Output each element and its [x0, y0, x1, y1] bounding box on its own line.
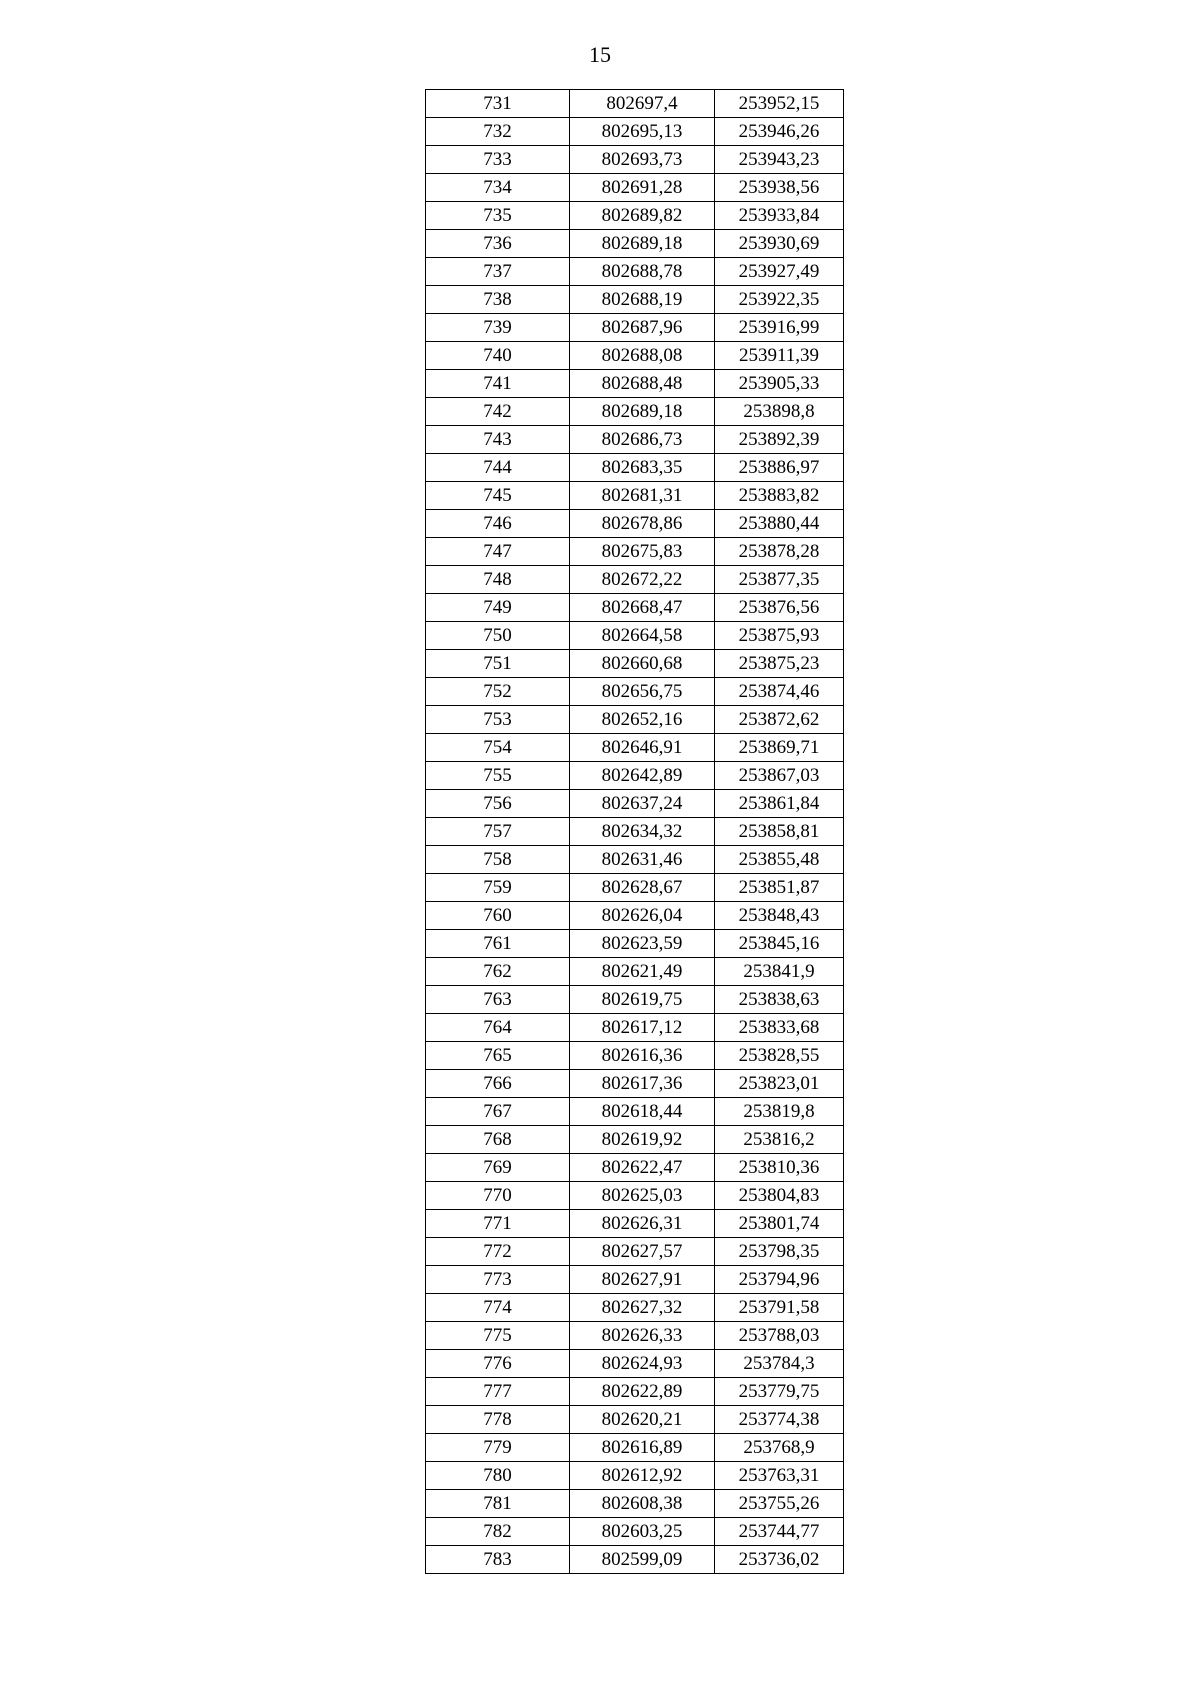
y-coordinate-cell: 253930,69 — [715, 230, 844, 258]
table-row — [426, 902, 844, 930]
point-number-cell: 776 — [426, 1350, 570, 1378]
point-number-cell: 748 — [426, 566, 570, 594]
x-coordinate-cell: 802617,12 — [570, 1014, 715, 1042]
y-coordinate-cell: 253898,8 — [715, 398, 844, 426]
x-coordinate-cell: 802631,46 — [570, 846, 715, 874]
y-coordinate-cell: 253845,16 — [715, 930, 844, 958]
table-row — [426, 1070, 844, 1098]
x-coordinate-cell: 802616,36 — [570, 1042, 715, 1070]
x-coordinate-cell: 802668,47 — [570, 594, 715, 622]
point-number-cell: 768 — [426, 1126, 570, 1154]
y-coordinate-cell: 253861,84 — [715, 790, 844, 818]
x-coordinate-cell: 802688,08 — [570, 342, 715, 370]
point-number-cell: 734 — [426, 174, 570, 202]
point-number-cell: 762 — [426, 958, 570, 986]
table-row — [426, 258, 844, 286]
x-coordinate-cell: 802656,75 — [570, 678, 715, 706]
point-number-cell: 783 — [426, 1546, 570, 1574]
x-coordinate-cell: 802689,18 — [570, 398, 715, 426]
table-row — [426, 734, 844, 762]
point-number-cell: 739 — [426, 314, 570, 342]
point-number-cell: 759 — [426, 874, 570, 902]
y-coordinate-cell: 253819,8 — [715, 1098, 844, 1126]
y-coordinate-cell: 253874,46 — [715, 678, 844, 706]
x-coordinate-cell: 802689,18 — [570, 230, 715, 258]
x-coordinate-cell: 802628,67 — [570, 874, 715, 902]
point-number-cell: 738 — [426, 286, 570, 314]
y-coordinate-cell: 253823,01 — [715, 1070, 844, 1098]
y-coordinate-cell: 253841,9 — [715, 958, 844, 986]
point-number-cell: 764 — [426, 1014, 570, 1042]
table-row — [426, 986, 844, 1014]
x-coordinate-cell: 802603,25 — [570, 1518, 715, 1546]
point-number-cell: 752 — [426, 678, 570, 706]
table-row — [426, 1210, 844, 1238]
x-coordinate-cell: 802626,04 — [570, 902, 715, 930]
y-coordinate-cell: 253794,96 — [715, 1266, 844, 1294]
table-row — [426, 1154, 844, 1182]
point-number-cell: 745 — [426, 482, 570, 510]
page-number: 15 — [589, 42, 611, 67]
point-number-cell: 747 — [426, 538, 570, 566]
point-number-cell: 735 — [426, 202, 570, 230]
point-number-cell: 774 — [426, 1294, 570, 1322]
x-coordinate-cell: 802672,22 — [570, 566, 715, 594]
y-coordinate-cell: 253858,81 — [715, 818, 844, 846]
point-number-cell: 777 — [426, 1378, 570, 1406]
point-number-cell: 769 — [426, 1154, 570, 1182]
table-row — [426, 1322, 844, 1350]
x-coordinate-cell: 802622,89 — [570, 1378, 715, 1406]
x-coordinate-cell: 802612,92 — [570, 1462, 715, 1490]
y-coordinate-cell: 253911,39 — [715, 342, 844, 370]
table-row — [426, 202, 844, 230]
table-row — [426, 1294, 844, 1322]
table-row — [426, 1014, 844, 1042]
table-row — [426, 426, 844, 454]
table-row — [426, 930, 844, 958]
y-coordinate-cell: 253872,62 — [715, 706, 844, 734]
table-row — [426, 370, 844, 398]
y-coordinate-cell: 253744,77 — [715, 1518, 844, 1546]
y-coordinate-cell: 253774,38 — [715, 1406, 844, 1434]
y-coordinate-cell: 253848,43 — [715, 902, 844, 930]
x-coordinate-cell: 802688,19 — [570, 286, 715, 314]
table-row — [426, 846, 844, 874]
x-coordinate-cell: 802621,49 — [570, 958, 715, 986]
point-number-cell: 753 — [426, 706, 570, 734]
coordinates-table — [425, 89, 844, 1574]
y-coordinate-cell: 253833,68 — [715, 1014, 844, 1042]
x-coordinate-cell: 802652,16 — [570, 706, 715, 734]
y-coordinate-cell: 253922,35 — [715, 286, 844, 314]
point-number-cell: 746 — [426, 510, 570, 538]
point-number-cell: 736 — [426, 230, 570, 258]
table-row — [426, 1434, 844, 1462]
x-coordinate-cell: 802618,44 — [570, 1098, 715, 1126]
y-coordinate-cell: 253938,56 — [715, 174, 844, 202]
x-coordinate-cell: 802625,03 — [570, 1182, 715, 1210]
x-coordinate-cell: 802686,73 — [570, 426, 715, 454]
point-number-cell: 756 — [426, 790, 570, 818]
x-coordinate-cell: 802626,33 — [570, 1322, 715, 1350]
point-number-cell: 767 — [426, 1098, 570, 1126]
y-coordinate-cell: 253933,84 — [715, 202, 844, 230]
x-coordinate-cell: 802681,31 — [570, 482, 715, 510]
y-coordinate-cell: 253784,3 — [715, 1350, 844, 1378]
table-row — [426, 566, 844, 594]
x-coordinate-cell: 802642,89 — [570, 762, 715, 790]
table-row — [426, 790, 844, 818]
table-row — [426, 454, 844, 482]
table-row — [426, 538, 844, 566]
y-coordinate-cell: 253876,56 — [715, 594, 844, 622]
table-row — [426, 762, 844, 790]
table-row — [426, 1266, 844, 1294]
y-coordinate-cell: 253768,9 — [715, 1434, 844, 1462]
y-coordinate-cell: 253867,03 — [715, 762, 844, 790]
table-row — [426, 398, 844, 426]
y-coordinate-cell: 253886,97 — [715, 454, 844, 482]
table-row — [426, 1042, 844, 1070]
point-number-cell: 732 — [426, 118, 570, 146]
x-coordinate-cell: 802620,21 — [570, 1406, 715, 1434]
point-number-cell: 781 — [426, 1490, 570, 1518]
point-number-cell: 737 — [426, 258, 570, 286]
point-number-cell: 744 — [426, 454, 570, 482]
point-number-cell: 750 — [426, 622, 570, 650]
x-coordinate-cell: 802695,13 — [570, 118, 715, 146]
y-coordinate-cell: 253883,82 — [715, 482, 844, 510]
table-row — [426, 958, 844, 986]
table-row — [426, 1350, 844, 1378]
x-coordinate-cell: 802675,83 — [570, 538, 715, 566]
x-coordinate-cell: 802627,57 — [570, 1238, 715, 1266]
table-row — [426, 622, 844, 650]
point-number-cell: 754 — [426, 734, 570, 762]
table-row — [426, 678, 844, 706]
x-coordinate-cell: 802689,82 — [570, 202, 715, 230]
table-row — [426, 1126, 844, 1154]
x-coordinate-cell: 802619,92 — [570, 1126, 715, 1154]
y-coordinate-cell: 253828,55 — [715, 1042, 844, 1070]
table-row — [426, 1490, 844, 1518]
y-coordinate-cell: 253878,28 — [715, 538, 844, 566]
x-coordinate-cell: 802627,91 — [570, 1266, 715, 1294]
point-number-cell: 763 — [426, 986, 570, 1014]
x-coordinate-cell: 802622,47 — [570, 1154, 715, 1182]
point-number-cell: 770 — [426, 1182, 570, 1210]
x-coordinate-cell: 802626,31 — [570, 1210, 715, 1238]
point-number-cell: 757 — [426, 818, 570, 846]
y-coordinate-cell: 253810,36 — [715, 1154, 844, 1182]
x-coordinate-cell: 802616,89 — [570, 1434, 715, 1462]
point-number-cell: 760 — [426, 902, 570, 930]
y-coordinate-cell: 253875,23 — [715, 650, 844, 678]
point-number-cell: 742 — [426, 398, 570, 426]
x-coordinate-cell: 802617,36 — [570, 1070, 715, 1098]
x-coordinate-cell: 802634,32 — [570, 818, 715, 846]
point-number-cell: 751 — [426, 650, 570, 678]
point-number-cell: 775 — [426, 1322, 570, 1350]
x-coordinate-cell: 802599,09 — [570, 1546, 715, 1574]
point-number-cell: 782 — [426, 1518, 570, 1546]
y-coordinate-cell: 253816,2 — [715, 1126, 844, 1154]
point-number-cell: 758 — [426, 846, 570, 874]
table-row — [426, 482, 844, 510]
x-coordinate-cell: 802688,78 — [570, 258, 715, 286]
table-row — [426, 650, 844, 678]
y-coordinate-cell: 253779,75 — [715, 1378, 844, 1406]
y-coordinate-cell: 253905,33 — [715, 370, 844, 398]
table-row — [426, 1462, 844, 1490]
y-coordinate-cell: 253798,35 — [715, 1238, 844, 1266]
point-number-cell: 771 — [426, 1210, 570, 1238]
x-coordinate-cell: 802624,93 — [570, 1350, 715, 1378]
table-row — [426, 1378, 844, 1406]
table-row — [426, 594, 844, 622]
table-row — [426, 510, 844, 538]
point-number-cell: 761 — [426, 930, 570, 958]
y-coordinate-cell: 253877,35 — [715, 566, 844, 594]
y-coordinate-cell: 253851,87 — [715, 874, 844, 902]
table-row — [426, 1406, 844, 1434]
point-number-cell: 779 — [426, 1434, 570, 1462]
table-row — [426, 1098, 844, 1126]
table-row — [426, 118, 844, 146]
x-coordinate-cell: 802637,24 — [570, 790, 715, 818]
y-coordinate-cell: 253875,93 — [715, 622, 844, 650]
point-number-cell: 778 — [426, 1406, 570, 1434]
x-coordinate-cell: 802683,35 — [570, 454, 715, 482]
point-number-cell: 780 — [426, 1462, 570, 1490]
y-coordinate-cell: 253946,26 — [715, 118, 844, 146]
x-coordinate-cell: 802688,48 — [570, 370, 715, 398]
x-coordinate-cell: 802693,73 — [570, 146, 715, 174]
table-row — [426, 174, 844, 202]
table-row — [426, 1182, 844, 1210]
x-coordinate-cell: 802660,68 — [570, 650, 715, 678]
y-coordinate-cell: 253855,48 — [715, 846, 844, 874]
point-number-cell: 731 — [426, 90, 570, 118]
x-coordinate-cell: 802678,86 — [570, 510, 715, 538]
y-coordinate-cell: 253788,03 — [715, 1322, 844, 1350]
y-coordinate-cell: 253804,83 — [715, 1182, 844, 1210]
y-coordinate-cell: 253791,58 — [715, 1294, 844, 1322]
coordinates-table-body — [426, 90, 844, 1574]
y-coordinate-cell: 253916,99 — [715, 314, 844, 342]
x-coordinate-cell: 802623,59 — [570, 930, 715, 958]
y-coordinate-cell: 253880,44 — [715, 510, 844, 538]
table-row — [426, 874, 844, 902]
table-row — [426, 1238, 844, 1266]
x-coordinate-cell: 802687,96 — [570, 314, 715, 342]
y-coordinate-cell: 253736,02 — [715, 1546, 844, 1574]
table-row — [426, 342, 844, 370]
x-coordinate-cell: 802627,32 — [570, 1294, 715, 1322]
y-coordinate-cell: 253952,15 — [715, 90, 844, 118]
table-row — [426, 146, 844, 174]
table-row — [426, 286, 844, 314]
table-row — [426, 1518, 844, 1546]
x-coordinate-cell: 802646,91 — [570, 734, 715, 762]
y-coordinate-cell: 253892,39 — [715, 426, 844, 454]
point-number-cell: 749 — [426, 594, 570, 622]
x-coordinate-cell: 802608,38 — [570, 1490, 715, 1518]
y-coordinate-cell: 253927,49 — [715, 258, 844, 286]
table-row — [426, 90, 844, 118]
point-number-cell: 733 — [426, 146, 570, 174]
y-coordinate-cell: 253763,31 — [715, 1462, 844, 1490]
table-row — [426, 230, 844, 258]
table-row — [426, 818, 844, 846]
table-row — [426, 706, 844, 734]
table-row — [426, 1546, 844, 1574]
x-coordinate-cell: 802664,58 — [570, 622, 715, 650]
point-number-cell: 743 — [426, 426, 570, 454]
point-number-cell: 741 — [426, 370, 570, 398]
table-row — [426, 314, 844, 342]
point-number-cell: 740 — [426, 342, 570, 370]
y-coordinate-cell: 253838,63 — [715, 986, 844, 1014]
y-coordinate-cell: 253801,74 — [715, 1210, 844, 1238]
point-number-cell: 765 — [426, 1042, 570, 1070]
x-coordinate-cell: 802619,75 — [570, 986, 715, 1014]
x-coordinate-cell: 802697,4 — [570, 90, 715, 118]
y-coordinate-cell: 253869,71 — [715, 734, 844, 762]
point-number-cell: 772 — [426, 1238, 570, 1266]
point-number-cell: 755 — [426, 762, 570, 790]
point-number-cell: 773 — [426, 1266, 570, 1294]
y-coordinate-cell: 253943,23 — [715, 146, 844, 174]
x-coordinate-cell: 802691,28 — [570, 174, 715, 202]
y-coordinate-cell: 253755,26 — [715, 1490, 844, 1518]
point-number-cell: 766 — [426, 1070, 570, 1098]
